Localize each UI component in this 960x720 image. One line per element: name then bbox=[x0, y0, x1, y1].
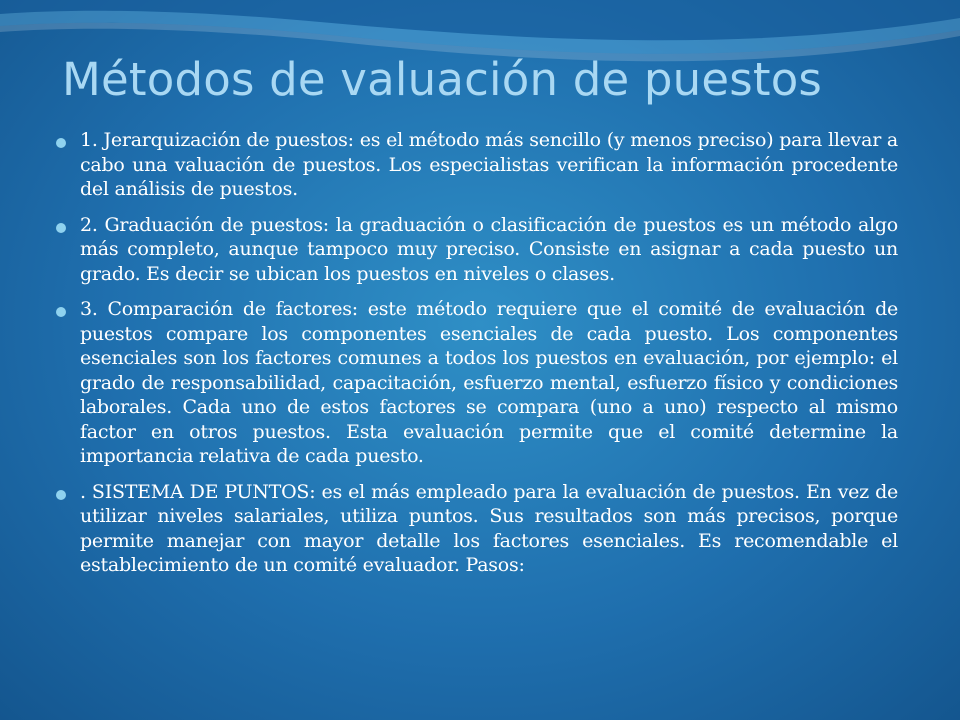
bullet-dot-icon bbox=[56, 138, 66, 148]
bullet-item-graduacion bbox=[56, 213, 898, 287]
bullet-dot-icon bbox=[56, 307, 66, 317]
bullet-list bbox=[56, 128, 898, 589]
bullet-dot-icon bbox=[56, 490, 66, 500]
slide-title: Métodos de valuación de puestos bbox=[62, 53, 823, 106]
bullet-text: . SISTEMA DE PUNTOS: es el más empleado para la evaluación de puestos. En vez de utilizar niveles salariales, utiliza puntos. Sus resultados son más precisos, porque permite manejar con mayor detalle los factores esenciales. Es recomendable el establecimiento de un comité evaluador. Pasos: bbox=[80, 480, 898, 576]
bullet-text: 2. Graduación de puestos: la graduación o clasificación de puestos es un método algo más completo, aunque tampoco muy preciso. Consiste en asignar a cada puesto un grado. Es decir se ubican los puestos en niveles o clases. bbox=[80, 213, 898, 285]
bullet-item-sistema-puntos bbox=[56, 480, 898, 578]
bullet-text: 1. Jerarquización de puestos: es el método más sencillo (y menos preciso) para llevar a cabo una valuación de puestos. Los especialistas verifican la información procedente del análisis de puestos. bbox=[80, 129, 898, 200]
bullet-item-comparacion bbox=[56, 297, 898, 469]
bullet-item-jerarquizacion bbox=[56, 128, 898, 202]
bullet-text: 3. Comparación de factores: este método requiere que el comité de evaluación de puestos compare los componentes esenciales de cada puesto. Los componentes esenciales son los factores comunes a todos los puestos en evaluación, por ejemplo: el grado de responsabilidad, capacitación, esfuerzo mental, esfuerzo físico y condiciones laborales. Cada uno de estos factores se compara (uno a uno) respecto al mismo factor en otros puestos. Esta evaluación permite que el comité determine la importancia relativa de cada puesto. bbox=[80, 298, 898, 467]
bullet-dot-icon bbox=[56, 223, 66, 233]
